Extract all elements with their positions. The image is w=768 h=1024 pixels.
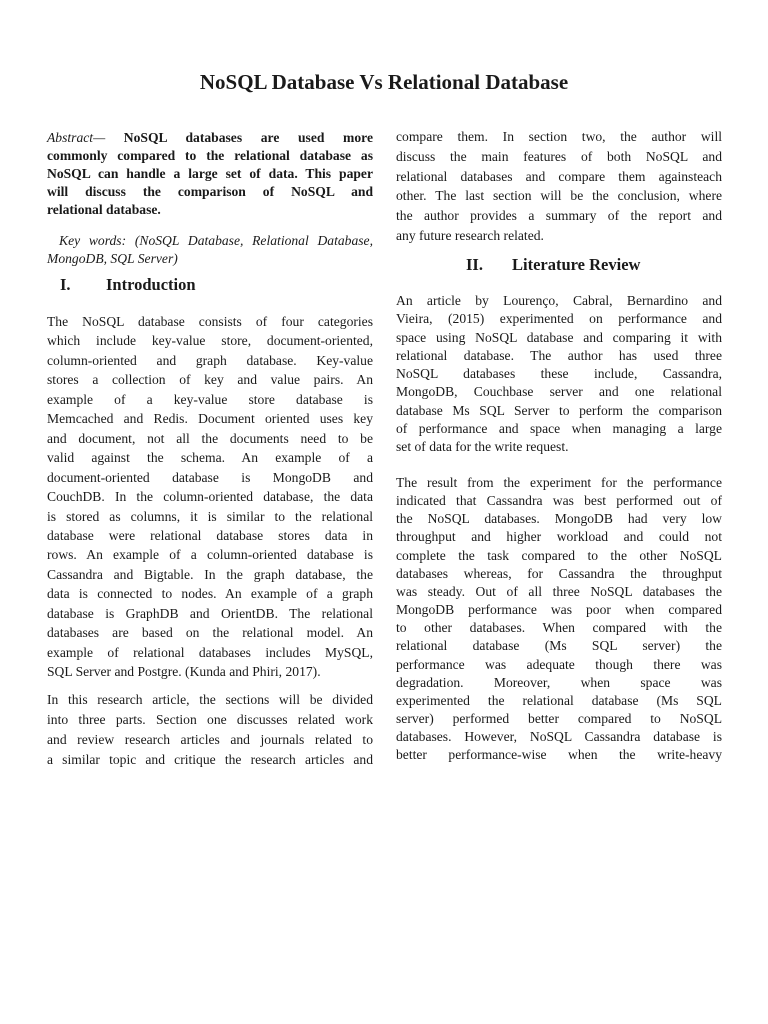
paragraph-line: indicated that Cassandra was best performed out of — [396, 493, 722, 509]
paragraph-line: relational database. The author has used three — [396, 347, 722, 363]
paragraph-line: An article by Lourenço, Cabral, Bernardino and — [396, 293, 722, 308]
paragraph-line: the author provides a summary of the report and — [396, 208, 722, 224]
abstract-line: will discuss the comparison of NoSQL and — [47, 184, 373, 199]
paragraph-line: is stored as columns, it is similar to the relational — [47, 508, 373, 524]
paragraph-line: databases. However, NoSQL Cassandra database is — [396, 729, 722, 745]
paragraph-line: Memcached and Redis. Document oriented uses key — [47, 411, 373, 427]
paragraph-line: database were relational database stores data in — [47, 527, 373, 543]
paragraph-line: any future research related. — [396, 227, 544, 243]
keywords-line: MongoDB, SQL Server) — [47, 250, 178, 266]
paragraph-line: Cassandra and Bigtable. In the graph database, the — [47, 566, 373, 582]
section-number: II. — [466, 255, 483, 274]
paragraph-line: CouchDB. In the column-oriented database, the data — [47, 489, 373, 505]
paragraph-line: column-oriented and graph database. Key-value — [47, 352, 373, 368]
paragraph — [396, 474, 722, 765]
paragraph-line: compare them. In section two, the author will — [396, 129, 722, 144]
paragraph-line: data is connected to nodes. An example of a graph — [47, 586, 373, 602]
paragraph-line: Vieira, (2015) experimented on performance and — [396, 311, 722, 327]
paragraph-line: into three parts. Section one discusses related work — [47, 712, 373, 727]
paragraph-line: degradation. Moreover, when space was — [396, 674, 722, 690]
paragraph-line: throughput and higher workload and could not — [396, 529, 722, 545]
paragraph-line: better performance-wise when the write-heavy — [396, 747, 722, 763]
paragraph-line: set of data for the write request. — [396, 439, 569, 455]
paragraph-line: document-oriented database is MongoDB and — [47, 469, 373, 485]
paragraph-line: valid against the schema. An example of a — [47, 450, 373, 466]
abstract-line: commonly compared to the relational database as — [47, 148, 373, 163]
paragraph-line: databases are based on the relational model. An — [47, 625, 373, 641]
paragraph-line: relational database (Ms SQL server) the — [396, 638, 722, 654]
paragraph-line: to other databases. When compared with the — [396, 620, 722, 636]
paragraph-line: discuss the main features of both NoSQL and — [396, 148, 722, 164]
paragraph-line: databases whereas, for Cassandra the throughput — [396, 565, 722, 581]
section-title: Introduction — [106, 275, 196, 294]
paragraph-line: space using NoSQL database and comparing it with — [396, 329, 722, 345]
paragraph-line: and document, not all the documents need to be — [47, 430, 373, 446]
abstract-line: Abstract— NoSQL databases are used more — [47, 130, 373, 145]
paragraph-line: experimented the relational database (Ms SQL — [396, 692, 722, 708]
abstract-line: relational database. — [47, 202, 161, 217]
paragraph-line: a similar topic and critique the research articles and — [47, 752, 373, 767]
paragraph-line: of performance and space when managing a large — [396, 421, 722, 437]
paragraph-line: In this research article, the sections will be divided — [47, 692, 373, 707]
paragraph-line: MongoDB performance was poor when compared — [396, 602, 722, 618]
paragraph-line: was steady. Out of all three NoSQL databases the — [396, 583, 722, 599]
paragraph-line: stores a collection of key and value pairs. An — [47, 372, 373, 388]
paper-title: NoSQL Database Vs Relational Database — [199, 70, 569, 94]
paragraph-line: the NoSQL databases. MongoDB had very low — [396, 511, 722, 527]
paragraph-line: relational databases and compare them againsteach — [396, 168, 722, 184]
section-number: I. — [60, 275, 71, 294]
abstract — [47, 129, 373, 219]
paragraph-line: which include key-value store, document-oriented, — [47, 333, 373, 349]
paragraph — [47, 312, 373, 682]
paragraph-line: SQL Server and Postgre. (Kunda and Phiri, 2017). — [47, 664, 321, 680]
paragraph-line: example of relational databases includes MySQL, — [47, 644, 373, 660]
paragraph-line: complete the task compared to the other NoSQL — [396, 547, 722, 563]
paragraph-line: database Ms SQL Server to perform the comparison — [396, 402, 722, 418]
paragraph — [396, 127, 722, 246]
paragraph-line: NoSQL databases these include, Cassandra, — [396, 366, 722, 382]
abstract-line: NoSQL can handle a large set of data. This paper — [47, 166, 373, 181]
section-title: Literature Review — [512, 255, 641, 274]
paragraph-line: The NoSQL database consists of four categories — [47, 314, 373, 329]
section-heading-literature-review — [466, 255, 640, 275]
paragraph — [47, 690, 373, 770]
paragraph-line: The result from the experiment for the performance — [396, 475, 722, 490]
paragraph-line: database is GraphDB and OrientDB. The relational — [47, 605, 373, 621]
abstract-label: Abstract— — [47, 130, 106, 145]
paragraph-line: example of a key-value store database is — [47, 391, 373, 407]
keywords — [47, 232, 373, 267]
paragraph-line: MongoDB, Couchbase server and one relational — [396, 384, 722, 400]
section-heading-introduction — [60, 275, 196, 295]
paragraph-line: performance was adequate though there was — [396, 656, 722, 672]
paragraph — [396, 292, 722, 457]
paragraph-line: rows. An example of a column-oriented database is — [47, 547, 373, 563]
paragraph-line: and review research articles and journals related to — [47, 732, 373, 747]
paragraph-line: other. The last section will be the conclusion, where — [396, 188, 722, 204]
keywords-line: Key words: (NoSQL Database, Relational Database, — [59, 233, 373, 248]
paragraph-line: server) performed better compared to NoSQL — [396, 711, 722, 727]
